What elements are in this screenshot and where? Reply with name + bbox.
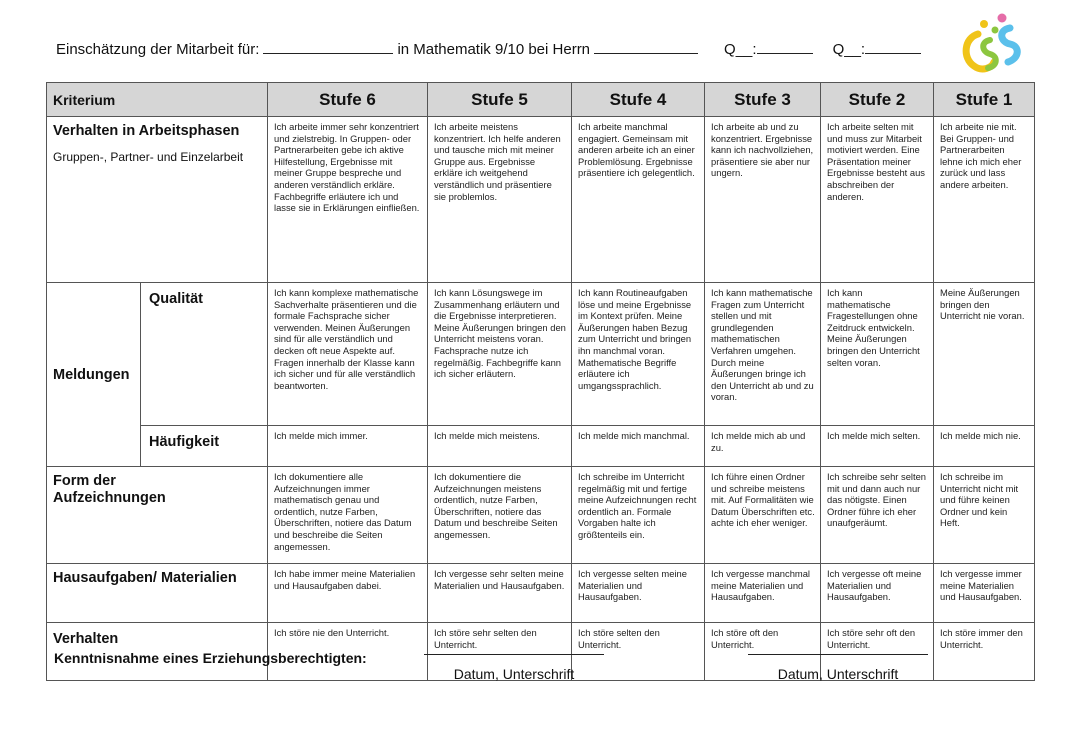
- descriptor-cell: Ich arbeite manchmal engagiert. Gemeinsam mit anderen arbeite ich an einer Problemlösung. Ergebnisse präsentiere ich gelegentlich.: [572, 117, 705, 283]
- descriptor-cell: Ich vergesse selten meine Materialien und Hausaufgaben.: [572, 564, 705, 623]
- criterion-title: Form der Aufzeichnungen: [53, 473, 166, 506]
- descriptor-cell: Meine Äußerungen bringen den Unterricht nie voran.: [934, 283, 1035, 426]
- signature-line-2[interactable]: [748, 654, 928, 666]
- descriptor-cell: Ich habe immer meine Materialien und Hausaufgaben dabei.: [268, 564, 428, 623]
- descriptor-cell: Ich kann komplexe mathematische Sachverhalte präsentieren und die formale Fachsprache sicher verwenden. Meinen Äußerungen sind für alle verständlich und decken oft neue Aspekte auf. Fragen innerhalb der Klasse kann ich sicher und für alle verständlich beantworten.: [268, 283, 428, 426]
- descriptor-cell: Ich störe sehr selten den Unterricht.: [428, 623, 572, 681]
- descriptor-cell: Ich führe einen Ordner und schreibe meistens mit. Auf Formalitäten wie Datum Überschriften etc. achte ich eher weniger.: [705, 467, 821, 564]
- quarter-field-2[interactable]: [865, 40, 921, 54]
- descriptor-cell: Ich arbeite ab und zu konzentriert. Ergebnisse kann ich nachvollziehen, präsentiere sie aber nur ungern.: [705, 117, 821, 283]
- descriptor-cell: Ich kann Routineaufgaben löse und meine Ergebnisse im Kontext prüfen. Meine Äußerungen haben Bezug zum Unterricht und bringen ihn manchmal voran. Mathematische Begriffe erläutere ich umgangssprachlich.: [572, 283, 705, 426]
- descriptor-cell: Ich arbeite selten mit und muss zur Mitarbeit motiviert werden. Eine Präsentation meiner Ergebnisse besteht aus abschreiben der anderen.: [821, 117, 934, 283]
- subcriterion-quality: Qualität: [141, 283, 268, 426]
- header-label-subject: in Mathematik 9/10 bei Herrn: [397, 41, 591, 58]
- guardian-acknowledgement-label: Kenntnisnahme eines Erziehungsberechtigten:: [54, 650, 367, 666]
- descriptor-cell: Ich vergesse immer meine Materialien und Hausaufgaben.: [934, 564, 1035, 623]
- descriptor-cell: Ich störe selten den Unterricht.: [572, 623, 705, 681]
- descriptor-cell: Ich störe nie den Unterricht.: [268, 623, 428, 681]
- level-6-header: Stufe 6: [268, 83, 428, 117]
- descriptor-cell: Ich melde mich immer.: [268, 426, 428, 467]
- level-1-header: Stufe 1: [934, 83, 1035, 117]
- descriptor-cell: Ich melde mich ab und zu.: [705, 426, 821, 467]
- level-5-header: Stufe 5: [428, 83, 572, 117]
- criterion-homework: [47, 564, 268, 623]
- assessment-rubric-table: [46, 82, 1035, 681]
- criterion-header: Kriterium: [47, 83, 268, 117]
- subcriterion-frequency: Häufigkeit: [141, 426, 268, 467]
- descriptor-cell: Ich melde mich manchmal.: [572, 426, 705, 467]
- descriptor-cell: Ich schreibe im Unterricht regelmäßig mit und fertige meine Aufzeichnungen recht ordentlich an. Formale Vorgaben halte ich größtenteils ein.: [572, 467, 705, 564]
- descriptor-cell: Ich kann mathematische Fragestellungen ohne Zeitdruck entwickeln. Meine Äußerungen bringen den Unterricht selten voran.: [821, 283, 934, 426]
- table-row-notes-form: [47, 467, 1035, 564]
- descriptor-cell: Ich vergesse manchmal meine Materialien und Hausaufgaben.: [705, 564, 821, 623]
- table-header-row: [47, 83, 1035, 117]
- table-row-contribution-frequency: [47, 426, 1035, 467]
- descriptor-cell: Ich kann mathematische Fragen zum Unterricht stellen und mit grundlegenden mathematischen Verfahren umgehen. Durch meine Äußerungen bringe ich den Unterricht ab und zu voran.: [705, 283, 821, 426]
- student-name-field[interactable]: [263, 40, 393, 54]
- signature-line-1[interactable]: [424, 654, 604, 666]
- descriptor-cell: Ich vergesse sehr selten meine Materialien und Hausaufgaben.: [428, 564, 572, 623]
- table-row-contribution-quality: [47, 283, 1035, 426]
- level-3-header: Stufe 3: [705, 83, 821, 117]
- quarter-label-2: Q__:: [832, 41, 866, 58]
- descriptor-cell: Ich störe sehr oft den Unterricht.: [821, 623, 934, 681]
- criterion-title: Hausaufgaben/ Materialien: [53, 570, 237, 586]
- descriptor-cell: Ich arbeite nie mit. Bei Gruppen- und Partnerarbeiten lehne ich mich eher zurück und lass andere arbeiten.: [934, 117, 1035, 283]
- descriptor-cell: Ich vergesse oft meine Materialien und Hausaufgaben.: [821, 564, 934, 623]
- descriptor-cell: Ich dokumentiere die Aufzeichnungen meistens ordentlich, nutze Farben, Überschriften, notiere das Datum und beschreibe Seiten angemessen.: [428, 467, 572, 564]
- signature-block-1: [424, 654, 604, 682]
- quarter-label-1: Q__:: [724, 41, 757, 58]
- descriptor-cell: Ich schreibe sehr selten mit und dann auch nur das nötigste. Einen Ordner führe ich eher unaufgeräumt.: [821, 467, 934, 564]
- criterion-contributions: Meldungen: [47, 283, 141, 467]
- signature-caption-1: Datum, Unterschrift: [453, 666, 575, 682]
- criterion-title: Verhalten: [53, 631, 119, 647]
- level-4-header: Stufe 4: [572, 83, 705, 117]
- level-2-header: Stufe 2: [821, 83, 934, 117]
- criterion-notes-form: [47, 467, 268, 564]
- table-row-work-phases: [47, 117, 1035, 283]
- criterion-title: Verhalten in Arbeitsphasen: [53, 123, 240, 139]
- descriptor-cell: Ich kann Lösungswege im Zusammenhang erläutern und die Ergebnisse interpretieren. Meine Äußerungen bringen den Unterricht meistens voran. Fachsprache nutze ich regelmäßig. Fachbegriffe kann ich sicher erläutern.: [428, 283, 572, 426]
- descriptor-cell: Ich arbeite meistens konzentriert. Ich helfe anderen und tausche mich mit meiner Gruppe aus. Ergebnisse erkläre ich weitgehend verständlich und präsentiere sie problemlos.: [428, 117, 572, 283]
- descriptor-cell: Ich melde mich selten.: [821, 426, 934, 467]
- descriptor-cell: Ich schreibe im Unterricht nicht mit und führe keinen Ordner und kein Heft.: [934, 467, 1035, 564]
- signature-block-2: [748, 654, 928, 682]
- signature-caption-2: Datum, Unterschrift: [777, 666, 899, 682]
- quarter-field-1[interactable]: [757, 40, 813, 54]
- descriptor-cell: Ich arbeite immer sehr konzentriert und zielstrebig. In Gruppen- oder Partnerarbeiten gebe ich aktive Hilfestellung, Ergebnisse mit meiner Gruppe bespreche und anderen verständlich erkläre. Fachbegriffe erläutere ich und lasse sie in Erklärungen einfließen.: [268, 117, 428, 283]
- header-label-assessment: Einschätzung der Mitarbeit für:: [56, 41, 260, 58]
- criterion-subtitle: Gruppen-, Partner- und Einzelarbeit: [53, 150, 244, 164]
- form-header: [56, 40, 946, 58]
- table-row-homework: [47, 564, 1035, 623]
- descriptor-cell: Ich störe immer den Unterricht.: [934, 623, 1035, 681]
- descriptor-cell: Ich dokumentiere alle Aufzeichnungen immer mathematisch genau und ordentlich, nutze Farben, Überschriften, notiere das Datum und beschreibe die Seiten angemessen.: [268, 467, 428, 564]
- school-logo-icon: [958, 10, 1024, 76]
- descriptor-cell: Ich melde mich meistens.: [428, 426, 572, 467]
- criterion-work-phases: [47, 117, 268, 283]
- teacher-name-field[interactable]: [594, 40, 698, 54]
- descriptor-cell: Ich melde mich nie.: [934, 426, 1035, 467]
- descriptor-cell: Ich störe oft den Unterricht.: [705, 623, 821, 681]
